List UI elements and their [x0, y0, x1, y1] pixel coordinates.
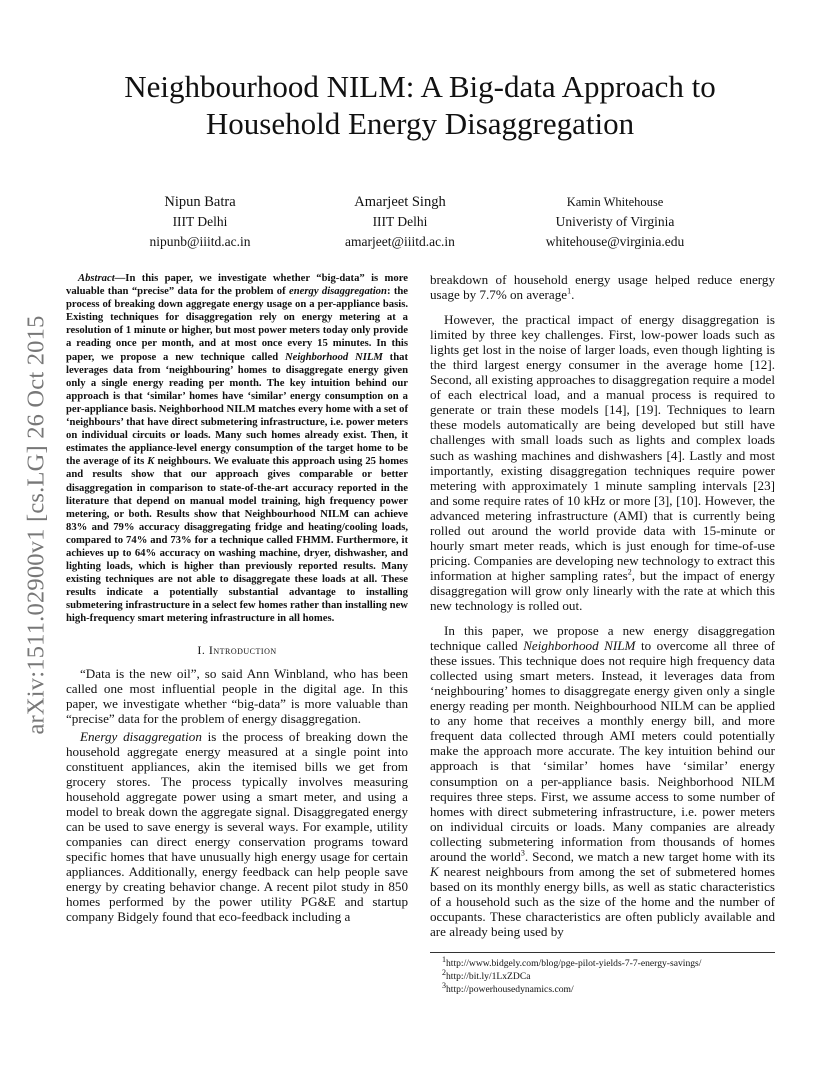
body-paragraph — [430, 272, 775, 302]
right-column — [430, 272, 775, 949]
abstract-lead: Abstract — [78, 273, 115, 284]
abstract-text: : the process of breaking down aggregate energy usage on a per-appliance basis. Existing techniques for disaggregation rely on energy metering at a resolution of 1 minute or higher, but most power meters today only provide a reading once per month, and at most once every 15 minutes. In this paper, we propose a new technique called — [66, 286, 409, 363]
author-name: Amarjeet Singh — [354, 194, 446, 210]
body-paragraph — [430, 623, 775, 939]
footnote — [430, 980, 775, 996]
left-column — [66, 272, 408, 927]
footnote — [430, 967, 775, 983]
paragraph-emphasis: Neighborhood NILM — [523, 638, 636, 654]
author-name: Nipun Batra — [164, 194, 236, 210]
abstract-emphasis: K — [147, 456, 155, 468]
footnote-number: 1 — [442, 954, 446, 964]
paragraph-emphasis: Energy disaggregation — [80, 728, 202, 744]
abstract — [66, 272, 408, 626]
author-email: whitehouse@virginia.edu — [545, 234, 685, 249]
paragraph-text: . — [571, 287, 575, 303]
footnote-mark: 1 — [567, 286, 572, 296]
footnote-mark: 2 — [627, 567, 632, 577]
arxiv-stamp-text: arXiv:1511.02900v1 [cs.LG] 26 Oct 2015 — [23, 315, 51, 735]
paragraph-text: . Second, we match a new target home with its — [524, 848, 776, 864]
abstract-emphasis: Neighborhood NILM — [284, 351, 383, 363]
author-block — [520, 192, 710, 252]
author-block — [110, 192, 290, 252]
author-block — [310, 192, 490, 252]
author-affiliation: Univeristy of Virginia — [555, 214, 675, 229]
body-paragraph — [430, 312, 775, 613]
section-heading: I. Introduction — [197, 642, 277, 657]
footnote-number: 3 — [442, 980, 446, 990]
author-affiliation: IIIT Delhi — [172, 214, 228, 229]
paragraph-text: , but the impact of energy disaggregation will grow only linearly with the rate at which this new technology is rolled out. — [430, 567, 775, 613]
footnote-link[interactable]: http://www.bidgely.com/blog/pge-pilot-yields-7-7-energy-savings/ — [446, 958, 702, 969]
paragraph-text: to overcome all three of these issues. This technique does not require high frequency data collected using smart meters. Instead, it leverages data from ‘neighbouring’ homes to disaggregate energy given only a single energy reading per month. Neighbourhood NILM can be applied to any home that receives a monthly energy bill, and more frequent data collected through AMI meters could potentially make the approach more accurate. The key intuition behind our approach is that ‘similar’ homes have ‘similar’ energy consumption on a per-appliance basis. Neighborhood NILM requires three steps. First, we assume access to some number of homes with direct submetering infrastructure, i.e. power meters on individual circuits or loads. Many companies are already collecting submetering information from thousands of homes around the world — [430, 638, 776, 864]
paragraph-text: However, the practical impact of energy disaggregation is limited by three key challenges. First, low-power loads such as lights get lost in the noise of larger loads, even though lighting is the third largest energy consumer in the average home [12]. Second, all existing approaches to disaggregation require a model of each electrical load, and a manual process is required to generate or train these models [14], [19]. Techniques to learn these models automatically are being developed but still have challenges with small loads such as lights and complex loads such as washing machines and dishwashers [4]. Lastly and most importantly, existing disaggregation techniques require power metering with approximately 1 minute sampling intervals [23] and some require rates of 10 kHz or more [3], [10]. However, the advanced metering infrastructure (AMI) that is currently being rolled out around the world provide data with 15-minute or hourly smart meter reads, which is just enough for time-of-use pricing. Companies are developing new technology to extract this information at higher sampling rates — [430, 312, 775, 583]
paragraph-text: In this paper, we propose a new energy disaggregation technique called — [430, 623, 775, 654]
author-email: amarjeet@iiitd.ac.in — [345, 234, 455, 249]
paragraph-text: nearest neighbours from among the set of submetered homes based on its monthly energy bills, as well as static characteristics of a household such as the size of the home and the number of occupants. These characteristics are often publicly available and are already being used by — [430, 863, 775, 939]
body-paragraph — [66, 729, 408, 925]
abstract-text: neighbours. We evaluate this approach using 25 homes and results show that our approach gives comparable or better disaggregation in comparison to state-of-the-art accuracy reported in the literature that depend on manual model training, high frequency power metering, or both. Results show that Neighbourhood NILM can achieve 83% and 79% accuracy disaggregating fridge and heating/cooling loads, compared to 74% and 73% for a technique called FHMM. Furthermore, it achieves up to 64% accuracy on washing machine, dryer, dishwasher, and lighting loads, which is higher than previously reported results. Many existing techniques are not able to disaggregate these loads at all. These results indicate a potentially substantial advantage to installing submetering infrastructure in a select few homes rather than installing new high-frequency smart metering infrastructure in all homes. — [66, 456, 409, 625]
abstract-text: that leverages data from ‘neighbouring’ homes to disaggregate energy given only a single energy reading per month. The key intuition behind our approach is that ‘similar’ homes have ‘similar’ energy consumption on a per-appliance basis. Neighborhood NILM matches every home with a set of ‘neighbours’ that have direct submetering infrastructure, i.e. power meters on individual circuits or loads. Many such homes already exist. Then, it estimates the appliance-level energy consumption of the target home to be the average of its — [66, 351, 408, 468]
arxiv-stamp — [18, 290, 56, 760]
footnote-link[interactable]: http://bit.ly/1LxZDCa — [446, 971, 531, 982]
author-affiliation: IIIT Delhi — [372, 214, 428, 229]
paper-title: Neighbourhood NILM: A Big-data Approach to Household Energy Disaggregation — [124, 69, 716, 141]
paragraph-text: is the process of breaking down the household aggregate energy measured at a single point into constituent appliances, akin the itemised bills we get from grocery stores. The process typically involves measuring household aggregate power using a smart meter, and using a model to break down the aggregate signal. Disaggregated energy can be used to save energy is several ways. For example, utility companies can direct energy conservation programs toward specific homes that have unusually high energy usage for certain appliances. Additionally, energy feedback can help people save energy by creating behavior change. A recent pilot study in 850 homes performed by the power utility PG&E and startup company Bidgely found that eco-feedback including a — [66, 728, 408, 925]
footnote — [430, 954, 775, 970]
paragraph-text: “Data is the new oil”, so said Ann Winbland, who has been called one most influential people in the digital age. In this paper, we investigate whether “big-data” is more valuable than “precise” data for the problem of energy disaggregation. — [66, 665, 408, 726]
body-paragraph — [66, 666, 408, 726]
paragraph-text: breakdown of household energy usage helped reduce energy usage by 7.7% on average — [430, 272, 775, 303]
author-email: nipunb@iiitd.ac.in — [149, 234, 251, 249]
footnote-number: 2 — [442, 967, 446, 977]
footnotes — [430, 952, 775, 996]
author-name: Kamin Whitehouse — [566, 195, 664, 209]
abstract-emphasis: energy disaggregation — [289, 286, 387, 298]
footnote-mark: 3 — [520, 848, 525, 858]
paragraph-emphasis: K — [430, 863, 439, 879]
abstract-text: —In this paper, we investigate whether “big-data” is more valuable than “precise” data for the problem of — [66, 273, 408, 298]
footnote-link[interactable]: http://powerhousedynamics.com/ — [446, 984, 574, 995]
